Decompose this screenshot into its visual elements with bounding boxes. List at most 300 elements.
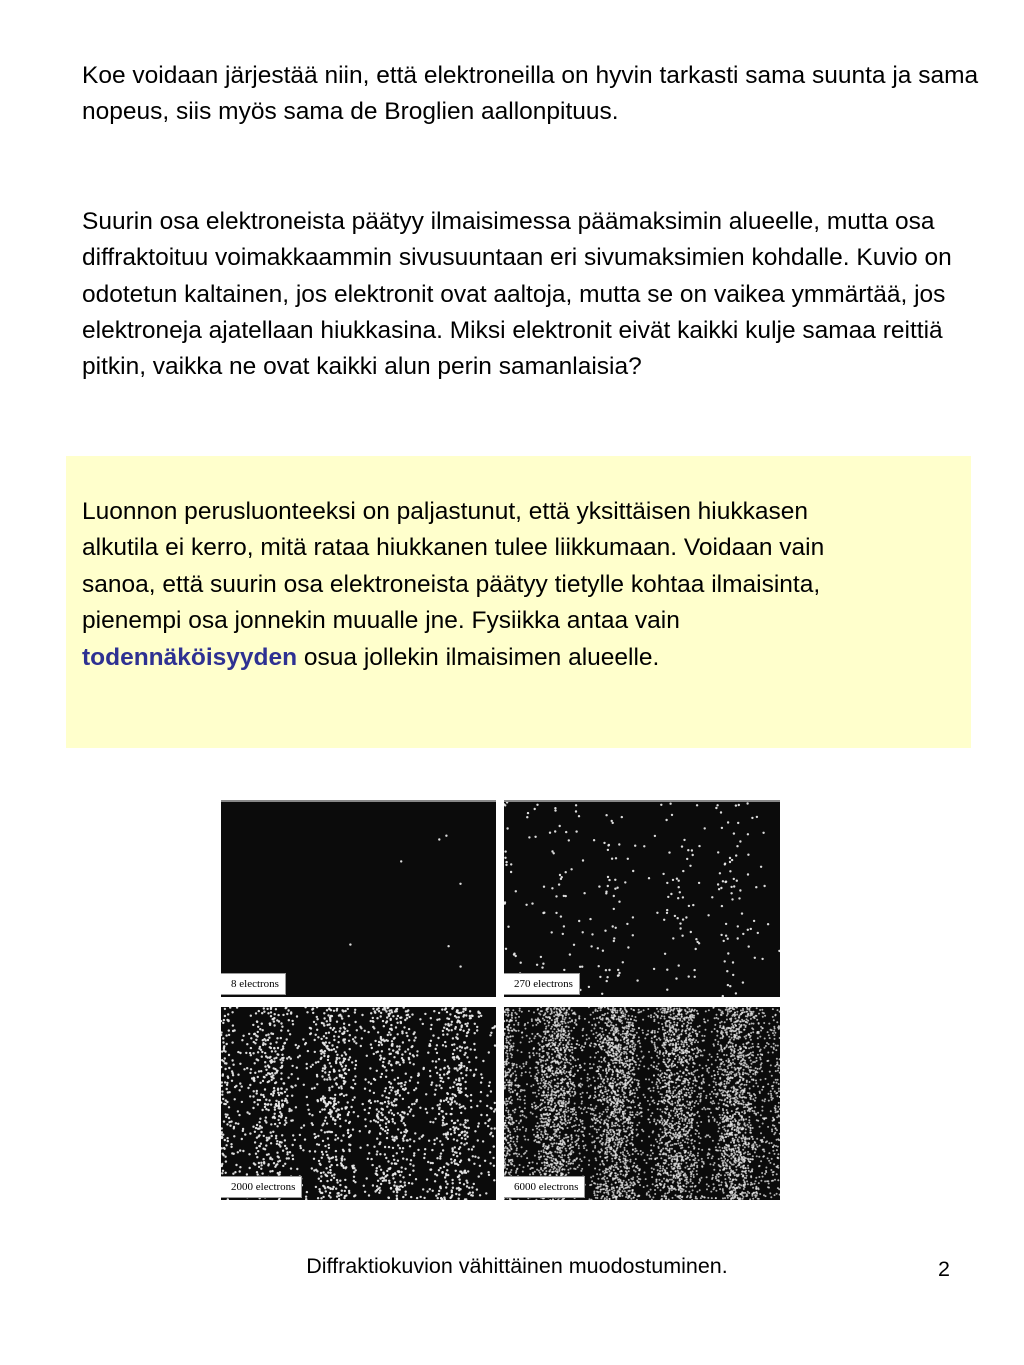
electron-hit-dot — [341, 1065, 343, 1067]
electron-hit-dot — [258, 1121, 260, 1123]
electron-hit-dot — [572, 1160, 574, 1162]
electron-hit-dot — [316, 1083, 318, 1085]
electron-hit-dot — [445, 1113, 447, 1115]
electron-hit-dot — [456, 1056, 458, 1058]
electron-hit-dot — [269, 1057, 271, 1059]
electron-hit-dot — [727, 938, 729, 940]
electron-hit-dot — [437, 1197, 439, 1199]
electron-hit-dot — [353, 1096, 355, 1098]
electron-hit-dot — [669, 1024, 671, 1026]
electron-hit-dot — [505, 864, 507, 866]
electron-hit-dot — [366, 1177, 368, 1179]
electron-hit-dot — [520, 1042, 522, 1044]
electron-hit-dot — [276, 1143, 278, 1145]
electron-hit-dot — [545, 1117, 547, 1119]
electron-hit-dot — [229, 1125, 231, 1127]
electron-hit-dot — [681, 1076, 683, 1078]
electron-hit-dot — [329, 1027, 331, 1029]
electron-hit-dot — [486, 1114, 488, 1116]
electron-hit-dot — [321, 1157, 323, 1159]
electron-hit-dot — [419, 1018, 421, 1020]
electron-hit-dot — [229, 1007, 231, 1009]
electron-hit-dot — [348, 1069, 350, 1071]
electron-hit-dot — [322, 1153, 324, 1155]
electron-hit-dot — [466, 1142, 468, 1144]
electron-hit-dot — [777, 1153, 779, 1155]
electron-hit-dot — [738, 1186, 740, 1188]
electron-hit-dot — [725, 1060, 727, 1062]
electron-hit-dot — [385, 1126, 387, 1128]
electron-hit-dot — [700, 1093, 702, 1095]
electron-hit-dot — [451, 1101, 453, 1103]
electron-hit-dot — [734, 1174, 736, 1176]
electron-hit-dot — [509, 1050, 511, 1052]
electron-hit-dot — [333, 1027, 335, 1029]
electron-hit-dot — [392, 1015, 394, 1017]
panel-label: 2000 electrons — [221, 1176, 302, 1198]
electron-hit-dot — [231, 1080, 233, 1082]
electron-hit-dot — [519, 1099, 521, 1101]
electron-hit-dot — [289, 1151, 291, 1153]
electron-hit-dot — [266, 1137, 268, 1139]
electron-hit-dot — [376, 1153, 378, 1155]
electron-hit-dot — [436, 1174, 438, 1176]
electron-hit-dot — [258, 1134, 260, 1136]
electron-hit-dot — [513, 1128, 515, 1130]
electron-hit-dot — [484, 1122, 486, 1124]
electron-hit-dot — [343, 1077, 345, 1079]
electron-hit-dot — [323, 1035, 325, 1037]
electron-hit-dot — [320, 1180, 322, 1182]
electron-hit-dot — [397, 1033, 399, 1035]
electron-hit-dot — [328, 1074, 330, 1076]
electron-hit-dot — [778, 950, 780, 952]
electron-hit-dot — [613, 1145, 615, 1147]
electron-hit-dot — [389, 1053, 391, 1055]
electron-hit-dot — [270, 1011, 272, 1013]
electron-hit-dot — [630, 1090, 632, 1092]
electron-hit-dot — [402, 1196, 404, 1198]
electron-hit-dot — [663, 919, 665, 921]
electron-hit-dot — [232, 1024, 234, 1026]
electron-hit-dot — [568, 1026, 570, 1028]
electron-hit-dot — [655, 1123, 657, 1125]
electron-hit-dot — [425, 1108, 427, 1110]
electron-hit-dot — [544, 1147, 546, 1149]
electron-hit-dot — [627, 1122, 629, 1124]
electron-hit-dot — [336, 1009, 338, 1011]
electron-hit-dot — [426, 1112, 428, 1114]
electron-hit-dot — [457, 1128, 459, 1130]
electron-hit-dot — [730, 892, 732, 894]
electron-hit-dot — [441, 1172, 443, 1174]
electron-hit-dot — [648, 1136, 650, 1138]
electron-hit-dot — [488, 1174, 490, 1176]
electron-hit-dot — [430, 1028, 432, 1030]
electron-hit-dot — [478, 1016, 480, 1018]
electron-hit-dot — [263, 1076, 265, 1078]
electron-hit-dot — [504, 1150, 506, 1152]
electron-hit-dot — [234, 1098, 236, 1100]
electron-hit-dot — [410, 1196, 412, 1198]
electron-hit-dot — [385, 1039, 387, 1041]
electron-hit-dot — [267, 1109, 269, 1111]
electron-hit-dot — [738, 897, 740, 899]
electron-hit-dot — [467, 1119, 469, 1121]
electron-hit-dot — [650, 1064, 652, 1066]
electron-hit-dot — [369, 1130, 371, 1132]
electron-hit-dot — [735, 1144, 737, 1146]
electron-hit-dot — [459, 1152, 461, 1154]
electron-hit-dot — [632, 1028, 634, 1030]
electron-hit-dot — [406, 1139, 408, 1141]
electron-hit-dot — [554, 1085, 556, 1087]
electron-hit-dot — [322, 1123, 324, 1125]
electron-hit-dot — [775, 1014, 777, 1016]
electron-hit-dot — [324, 1145, 326, 1147]
electron-hit-dot — [686, 1183, 688, 1185]
electron-hit-dot — [666, 1123, 668, 1125]
electron-hit-dot — [583, 1108, 585, 1110]
electron-hit-dot — [726, 1007, 728, 1009]
electron-hit-dot — [571, 1052, 573, 1054]
electron-hit-dot — [382, 1128, 384, 1130]
electron-hit-dot — [309, 1033, 311, 1035]
electron-hit-dot — [376, 1167, 378, 1169]
electron-hit-dot — [761, 1172, 763, 1174]
electron-hit-dot — [739, 1197, 741, 1199]
electron-hit-dot — [719, 1150, 721, 1152]
electron-hit-dot — [390, 1018, 392, 1020]
electron-hit-dot — [622, 1036, 624, 1038]
electron-hit-dot — [353, 1180, 355, 1182]
electron-hit-dot — [396, 1185, 398, 1187]
electron-hit-dot — [723, 1192, 725, 1194]
electron-hit-dot — [643, 1009, 645, 1011]
electron-hit-dot — [312, 1012, 314, 1014]
electron-dots-canvas — [221, 802, 496, 997]
electron-hit-dot — [728, 1096, 730, 1098]
electron-hit-dot — [735, 992, 737, 994]
electron-hit-dot — [556, 1142, 558, 1144]
electron-hit-dot — [340, 1015, 342, 1017]
electron-hit-dot — [223, 1050, 225, 1052]
electron-hit-dot — [511, 1012, 513, 1014]
electron-hit-dot — [347, 1008, 349, 1010]
electron-hit-dot — [267, 1104, 269, 1106]
electron-hit-dot — [512, 1045, 514, 1047]
electron-hit-dot — [749, 1071, 751, 1073]
electron-hit-dot — [460, 1142, 462, 1144]
electron-hit-dot — [664, 1029, 666, 1031]
electron-hit-dot — [394, 1181, 396, 1183]
electron-hit-dot — [582, 859, 584, 861]
electron-hit-dot — [268, 1066, 270, 1068]
electron-hit-dot — [324, 1064, 326, 1066]
electron-hit-dot — [281, 1106, 283, 1108]
electron-hit-dot — [727, 821, 729, 823]
electron-hit-dot — [624, 1113, 626, 1115]
electron-hit-dot — [320, 1172, 322, 1174]
electron-hit-dot — [348, 1190, 350, 1192]
electron-hit-dot — [672, 879, 674, 881]
electron-hit-dot — [592, 1125, 594, 1127]
electron-hit-dot — [395, 1026, 397, 1028]
electron-hit-dot — [266, 1008, 268, 1010]
electron-hit-dot — [738, 804, 740, 806]
electron-hit-dot — [611, 1092, 613, 1094]
electron-hit-dot — [275, 1081, 277, 1083]
electron-hit-dot — [719, 1122, 721, 1124]
electron-hit-dot — [410, 1076, 412, 1078]
electron-hit-dot — [646, 1192, 648, 1194]
electron-hit-dot — [721, 1099, 723, 1101]
electron-hit-dot — [682, 1064, 684, 1066]
electron-hit-dot — [613, 1190, 615, 1192]
electron-hit-dot — [707, 914, 709, 916]
electron-hit-dot — [666, 989, 668, 991]
electron-hit-dot — [424, 1148, 426, 1150]
electron-hit-dot — [287, 1030, 289, 1032]
electron-hit-dot — [513, 1165, 515, 1167]
electron-hit-dot — [386, 1016, 388, 1018]
electron-hit-dot — [465, 1014, 467, 1016]
electron-hit-dot — [548, 1025, 550, 1027]
electron-hit-dot — [266, 1139, 268, 1141]
electron-hit-dot — [343, 1150, 345, 1152]
electron-hit-dot — [494, 1127, 496, 1129]
electron-hit-dot — [650, 1014, 652, 1016]
electron-hit-dot — [634, 1046, 636, 1048]
electron-hit-dot — [393, 1140, 395, 1142]
electron-hit-dot — [440, 1187, 442, 1189]
electron-hit-dot — [365, 1125, 367, 1127]
electron-hit-dot — [360, 1045, 362, 1047]
electron-hit-dot — [385, 1076, 387, 1078]
electron-hit-dot — [775, 1145, 777, 1147]
electron-hit-dot — [486, 1094, 488, 1096]
electron-hit-dot — [241, 1039, 243, 1041]
electron-hit-dot — [233, 1153, 235, 1155]
electron-hit-dot — [314, 1051, 316, 1053]
electron-hit-dot — [643, 1159, 645, 1161]
electron-hit-dot — [679, 1145, 681, 1147]
electron-hit-dot — [390, 1109, 392, 1111]
electron-hit-dot — [562, 1039, 564, 1041]
electron-hit-dot — [371, 1047, 373, 1049]
electron-hit-dot — [441, 1008, 443, 1010]
electron-hit-dot — [726, 970, 728, 972]
electron-hit-dot — [534, 836, 536, 838]
electron-hit-dot — [330, 1115, 332, 1117]
electron-hit-dot — [618, 843, 620, 845]
electron-hit-dot — [683, 1185, 685, 1187]
electron-hit-dot — [733, 1008, 735, 1010]
electron-hit-dot — [321, 1151, 323, 1153]
electron-hit-dot — [249, 1095, 251, 1097]
electron-hit-dot — [396, 1022, 398, 1024]
electron-hit-dot — [740, 1166, 742, 1168]
electron-hit-dot — [432, 1060, 434, 1062]
electron-hit-dot — [724, 1048, 726, 1050]
electron-hit-dot — [403, 1131, 405, 1133]
electron-hit-dot — [383, 1058, 385, 1060]
electron-hit-dot — [459, 965, 461, 967]
electron-hit-dot — [723, 1112, 725, 1114]
electron-hit-dot — [542, 912, 544, 914]
electron-hit-dot — [672, 937, 674, 939]
electron-hit-dot — [353, 1195, 355, 1197]
electron-hit-dot — [492, 1135, 494, 1137]
electron-hit-dot — [575, 804, 577, 806]
electron-hit-dot — [236, 1007, 238, 1009]
electron-hit-dot — [775, 1049, 777, 1051]
electron-hit-dot — [239, 1082, 241, 1084]
electron-hit-dot — [281, 1062, 283, 1064]
electron-hit-dot — [525, 1071, 527, 1073]
electron-hit-dot — [746, 1022, 748, 1024]
electron-hit-dot — [401, 1053, 403, 1055]
electron-hit-dot — [667, 1011, 669, 1013]
electron-hit-dot — [279, 1171, 281, 1173]
electron-hit-dot — [678, 1113, 680, 1115]
electron-hit-dot — [465, 1087, 467, 1089]
electron-hit-dot — [564, 1019, 566, 1021]
electron-hit-dot — [717, 1041, 719, 1043]
electron-hit-dot — [411, 1046, 413, 1048]
electron-hit-dot — [742, 1093, 744, 1095]
electron-hit-dot — [701, 1035, 703, 1037]
electron-hit-dot — [715, 807, 717, 809]
electron-panel-2000 — [221, 1007, 496, 1200]
electron-hit-dot — [338, 1195, 340, 1197]
electron-hit-dot — [464, 1107, 466, 1109]
electron-hit-dot — [304, 1007, 306, 1008]
electron-hit-dot — [509, 1048, 511, 1050]
electron-hit-dot — [759, 1068, 761, 1070]
electron-hit-dot — [726, 1101, 728, 1103]
electron-hit-dot — [617, 1045, 619, 1047]
electron-hit-dot — [601, 1031, 603, 1033]
electron-hit-dot — [713, 1102, 715, 1104]
electron-hit-dot — [409, 1110, 411, 1112]
electron-hit-dot — [602, 1142, 604, 1144]
electron-hit-dot — [612, 925, 614, 927]
electron-hit-dot — [230, 1146, 232, 1148]
electron-hit-dot — [228, 1106, 230, 1108]
electron-hit-dot — [510, 1091, 512, 1093]
electron-hit-dot — [380, 1169, 382, 1171]
electron-hit-dot — [327, 1059, 329, 1061]
electron-hit-dot — [256, 1092, 258, 1094]
electron-hit-dot — [541, 1040, 543, 1042]
electron-hit-dot — [426, 1190, 428, 1192]
electron-hit-dot — [730, 1150, 732, 1152]
electron-hit-dot — [750, 1124, 752, 1126]
electron-hit-dot — [350, 1106, 352, 1108]
electron-hit-dot — [466, 1056, 468, 1058]
electron-hit-dot — [762, 1149, 764, 1151]
electron-hit-dot — [394, 1098, 396, 1100]
electron-hit-dot — [306, 1104, 308, 1106]
electron-hit-dot — [323, 1012, 325, 1014]
electron-hit-dot — [327, 1186, 329, 1188]
electron-hit-dot — [549, 832, 551, 834]
electron-hit-dot — [446, 1073, 448, 1075]
electron-hit-dot — [435, 1084, 437, 1086]
electron-hit-dot — [678, 886, 680, 888]
electron-hit-dot — [515, 1170, 517, 1172]
electron-hit-dot — [543, 1155, 545, 1157]
electron-hit-dot — [422, 1188, 424, 1190]
electron-hit-dot — [336, 1083, 338, 1085]
electron-hit-dot — [392, 1174, 394, 1176]
electron-hit-dot — [466, 1025, 468, 1027]
electron-hit-dot — [280, 1049, 282, 1051]
electron-hit-dot — [632, 934, 634, 936]
electron-hit-dot — [385, 1087, 387, 1089]
electron-hit-dot — [385, 1021, 387, 1023]
electron-hit-dot — [668, 1164, 670, 1166]
electron-hit-dot — [222, 1037, 224, 1039]
electron-hit-dot — [382, 1020, 384, 1022]
electron-hit-dot — [375, 1172, 377, 1174]
electron-hit-dot — [643, 1186, 645, 1188]
electron-hit-dot — [506, 802, 508, 804]
electron-hit-dot — [464, 1170, 466, 1172]
electron-hit-dot — [505, 948, 507, 950]
electron-hit-dot — [432, 1190, 434, 1192]
electron-hit-dot — [570, 1068, 572, 1070]
electron-hit-dot — [453, 1043, 455, 1045]
electron-hit-dot — [628, 1120, 630, 1122]
electron-hit-dot — [250, 1068, 252, 1070]
electron-hit-dot — [661, 1170, 663, 1172]
electron-hit-dot — [343, 1060, 345, 1062]
electron-hit-dot — [661, 1015, 663, 1017]
electron-hit-dot — [606, 976, 608, 978]
electron-hit-dot — [228, 1029, 230, 1031]
electron-hit-dot — [332, 1098, 334, 1100]
electron-hit-dot — [391, 1040, 393, 1042]
electron-hit-dot — [302, 1149, 304, 1151]
electron-hit-dot — [392, 1147, 394, 1149]
electron-hit-dot — [269, 1024, 271, 1026]
electron-hit-dot — [267, 1033, 269, 1035]
electron-hit-dot — [659, 1139, 661, 1141]
electron-hit-dot — [222, 1170, 224, 1172]
electron-hit-dot — [555, 895, 557, 897]
electron-hit-dot — [678, 964, 680, 966]
electron-hit-dot — [260, 1070, 262, 1072]
electron-hit-dot — [445, 1180, 447, 1182]
electron-hit-dot — [639, 1102, 641, 1104]
electron-hit-dot — [599, 1191, 601, 1193]
electron-hit-dot — [742, 1072, 744, 1074]
electron-hit-dot — [582, 1035, 584, 1037]
electron-hit-dot — [752, 1198, 754, 1200]
electron-hit-dot — [440, 1197, 442, 1199]
electron-hit-dot — [481, 1077, 483, 1079]
electron-hit-dot — [769, 1162, 771, 1164]
electron-hit-dot — [607, 885, 609, 887]
electron-hit-dot — [446, 1028, 448, 1030]
electron-hit-dot — [353, 1040, 355, 1042]
electron-hit-dot — [344, 1028, 346, 1030]
electron-hit-dot — [314, 1150, 316, 1152]
electron-hit-dot — [553, 852, 555, 854]
electron-hit-dot — [274, 1109, 276, 1111]
